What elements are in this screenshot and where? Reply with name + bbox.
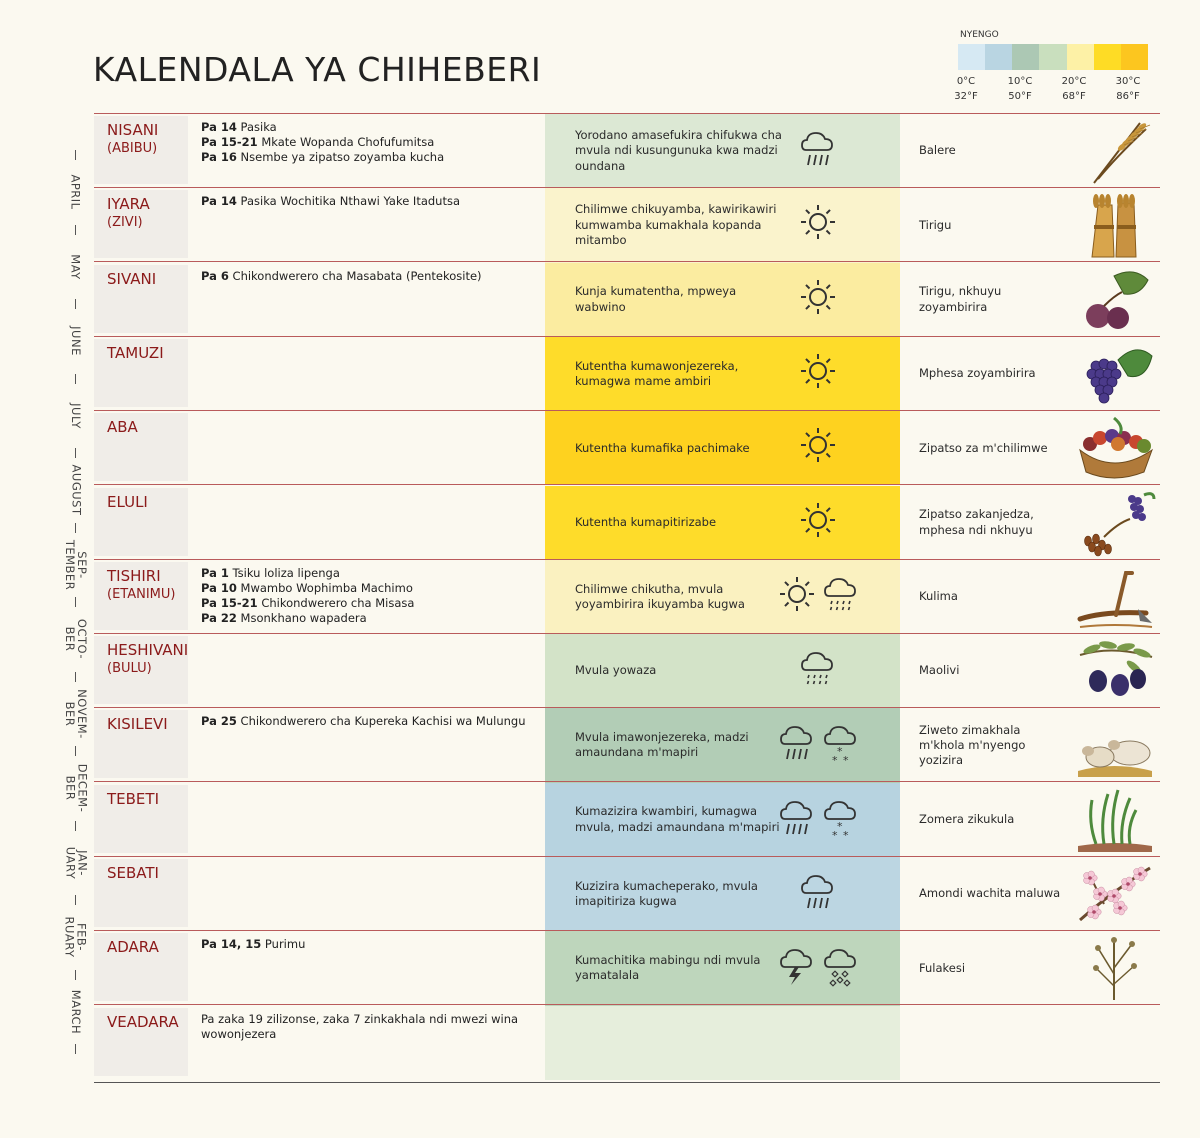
legend-swatch [1012, 44, 1039, 70]
legend-swatch [1067, 44, 1094, 70]
side-month-label [58, 831, 94, 896]
side-month-text: DECEM- BER [63, 764, 89, 813]
legend-swatch [958, 44, 985, 70]
gregorian-month-strip [58, 150, 94, 1050]
sun-icon [798, 500, 838, 546]
festival-events [201, 120, 541, 166]
festival-events [201, 269, 541, 284]
weather-description: Kutentha kumawonjezereka, kumagwa mame ambiri [575, 358, 739, 388]
weather-icons [798, 128, 838, 174]
page-title: KALENDALA YA CHIHEBERI [93, 50, 542, 89]
hebrew-month-name: SEBATI [107, 864, 159, 882]
hebrew-month-alt-name: (ZIVI) [107, 215, 143, 231]
figs-icon [1074, 266, 1156, 334]
side-month-text: SEP- TEMBER [63, 539, 90, 590]
side-month-tick [75, 225, 76, 235]
event-text: Pa zaka 19 zilizonse, zaka 7 zinkakhala ndi mwezi wina wowonjezera [201, 1011, 519, 1041]
calendar-row [94, 931, 1160, 1005]
hebrew-month-cell [94, 710, 188, 778]
legend-swatch [985, 44, 1012, 70]
crop-activity: Fulakesi [919, 960, 966, 975]
crop-activity: Mphesa zoyambirira [919, 366, 1036, 381]
svg-text:*: * [843, 754, 849, 765]
calendar-row [94, 783, 1160, 857]
svg-text:*: * [837, 745, 843, 759]
weather-description: Kutentha kumapitirizabe [575, 514, 717, 529]
hebrew-month-cell [94, 413, 188, 481]
weather-description: Kumachitika mabingu ndi mvula yamatalala [575, 953, 761, 983]
event-line [201, 596, 541, 611]
weather-description: Yorodano amasefukira chifukwa cha mvula ndi kusungunuka kwa madzi oundana [575, 128, 782, 173]
sun-icon [798, 277, 838, 323]
event-text: Mkate Wopanda Chofufumitsa [261, 135, 435, 150]
hebrew-month-alt-name: (ABIBU) [107, 141, 158, 156]
calendar-row [94, 411, 1160, 485]
hebrew-month-name: ABA [107, 418, 138, 437]
event-line [201, 937, 541, 952]
festival-events [201, 937, 541, 952]
rain-cloud-icon [798, 871, 838, 917]
festival-events [201, 566, 541, 627]
side-month-text: FEB- RUARY [63, 916, 89, 958]
weather-icons [798, 648, 838, 694]
hebrew-month-cell [94, 339, 188, 407]
weather-icons [798, 871, 838, 917]
event-text: Chikondwerero cha Misasa [261, 596, 415, 611]
side-month-label [58, 533, 94, 598]
legend-tick-fahrenheit: 68°F [1062, 91, 1086, 102]
side-month-tick [75, 746, 76, 756]
event-day: Pa 15-21 [201, 135, 258, 150]
crop-activity: Kulima [919, 589, 958, 604]
legend-tick-celsius: 20°C [1061, 76, 1087, 87]
hebrew-month-name: KISILEVI [107, 715, 168, 734]
weather-icons [798, 425, 838, 471]
legend-tick-celsius: 10°C [1007, 76, 1033, 87]
calendar-row [94, 1006, 1160, 1080]
weather-description: Chilimwe chikutha, mvula yoyambirira ikuyamba kugwa [575, 581, 745, 611]
legend-title: NYENGO [960, 30, 999, 40]
legend-tick [946, 74, 986, 104]
side-month-tick [75, 672, 76, 682]
legend-color-bar [958, 44, 1148, 70]
event-day: Pa 25 [201, 714, 237, 729]
dates-grapes-icon [1074, 489, 1156, 557]
event-line [201, 566, 541, 581]
event-text: Chikondwerero cha Masabata (Pentekosite) [232, 268, 482, 283]
almond-blossom-icon [1074, 860, 1156, 928]
table-bottom-divider [94, 1082, 1160, 1083]
side-month-label [58, 458, 94, 523]
legend-tick-celsius: 30°C [1115, 76, 1141, 87]
temperature-legend [954, 30, 1148, 104]
weather-icons [798, 500, 838, 546]
hebrew-month-name: TAMUZI [107, 343, 164, 362]
side-month-text: OCTO- BER [63, 619, 90, 660]
weather-cell [545, 1006, 900, 1080]
event-text: Msonkhano wapadera [240, 611, 367, 626]
hebrew-month-cell [94, 562, 188, 630]
sun-icon [798, 425, 838, 471]
hail-cloud-icon [821, 945, 861, 991]
legend-tick [1000, 74, 1040, 104]
legend-tick-fahrenheit: 32°F [954, 91, 978, 102]
event-line [201, 1012, 541, 1042]
flax-icon [1074, 934, 1156, 1002]
side-month-label [58, 607, 94, 672]
fruit-basket-icon [1074, 414, 1156, 482]
crop-activity: Maolivi [919, 663, 960, 678]
side-month-label [58, 756, 94, 821]
plow-icon [1074, 563, 1156, 631]
event-day: Pa 1 [201, 565, 229, 580]
barley-icon [1074, 117, 1156, 185]
hebrew-month-cell [94, 265, 188, 333]
hebrew-month-cell [94, 933, 188, 1001]
hebrew-month-name: VEADARA [107, 1012, 179, 1031]
legend-tick [1108, 74, 1148, 104]
svg-text:*: * [837, 819, 843, 833]
side-month-tick [75, 150, 76, 160]
legend-swatch [1039, 44, 1066, 70]
side-month-tick [75, 821, 76, 831]
side-month-label [58, 980, 94, 1045]
crop-activity: Tirigu, nkhuyu zoyambirira [919, 284, 1002, 314]
side-month-label [58, 309, 94, 374]
calendar-row [94, 708, 1160, 782]
hebrew-month-name: ELULI [107, 492, 148, 511]
crop-activity: Zipatso za m'chilimwe [919, 440, 1048, 455]
sheep-icon [1074, 711, 1156, 779]
svg-text:*: * [843, 828, 849, 839]
hebrew-month-alt-name: (BULU) [107, 661, 152, 677]
side-month-text: JAN- UARY [62, 846, 89, 880]
festival-events [201, 714, 541, 729]
side-month-text: NOVEM- BER [63, 688, 90, 739]
side-month-tick [75, 374, 76, 384]
hebrew-month-name: IYARA [107, 195, 150, 214]
event-line [201, 135, 541, 150]
weather-icons [777, 797, 861, 843]
legend-tick [1054, 74, 1094, 104]
weather-icons [798, 277, 838, 323]
event-line [201, 194, 541, 209]
side-month-text: APRIL [69, 174, 83, 210]
event-day: Pa 16 [201, 150, 237, 165]
side-month-text: AUGUST [69, 464, 83, 516]
crop-activity: Tirigu [919, 217, 952, 232]
weather-description: Kuzizira kumacheperako, mvula imapitiriza kugwa [575, 878, 758, 908]
event-text: Pasika [240, 120, 277, 134]
weather-description: Chilimwe chikuyamba, kawirikawiri kumwamba kumakhala kopanda mitambo [575, 202, 777, 247]
weather-icons [798, 351, 838, 397]
event-line [201, 120, 541, 135]
weather-description: Kunja kumatentha, mpweya wabwino [575, 284, 737, 314]
weather-description: Mvula yowaza [575, 663, 657, 678]
hebrew-month-cell [94, 116, 188, 184]
event-line [201, 714, 541, 729]
side-month-tick [75, 448, 76, 458]
weather-description: Kumazizira kwambiri, kumagwa mvula, madzi amaundana m'mapiri [575, 804, 780, 834]
snow-cloud-icon [821, 797, 861, 843]
event-day: Pa 10 [201, 581, 237, 595]
event-text: Nsembe ya zipatso zoyamba kucha [240, 150, 445, 165]
event-line [201, 269, 541, 284]
grapes-icon [1074, 340, 1156, 408]
side-month-text: MARCH [69, 989, 84, 1034]
event-text: Pasika Wochitika Nthawi Yake Itadutsa [240, 194, 461, 209]
hebrew-month-name: TISHIRI [107, 566, 161, 585]
festival-events [201, 1012, 541, 1042]
event-text: Purimu [264, 937, 306, 952]
weather-icons [777, 722, 861, 768]
event-line [201, 150, 541, 165]
event-text: Tsiku loliza lipenga [232, 565, 340, 580]
side-month-label [58, 235, 94, 300]
crop-activity: Zipatso zakanjedza, mphesa ndi nkhuyu [919, 507, 1034, 537]
hebrew-month-cell [94, 190, 188, 258]
calendar-row [94, 486, 1160, 560]
hebrew-month-name: TEBETI [107, 789, 159, 808]
festival-events [201, 194, 541, 209]
event-line [201, 581, 541, 596]
crop-activity: Amondi wachita maluwa [919, 886, 1061, 901]
event-line [201, 611, 541, 626]
drizzle-cloud-icon [821, 574, 861, 620]
hebrew-month-alt-name: (ETANIMU) [107, 586, 176, 602]
calendar-row [94, 188, 1160, 262]
hebrew-month-cell [94, 859, 188, 927]
storm-cloud-icon [777, 945, 817, 991]
rain-cloud-icon [777, 797, 817, 843]
calendar-row [94, 857, 1160, 931]
hebrew-month-cell [94, 488, 188, 556]
crop-activity: Ziweto zimakhala m'khola m'nyengo yozizira [919, 722, 1026, 767]
svg-text:*: * [832, 754, 838, 765]
side-month-text: JUNE [69, 326, 83, 357]
calendar-row [94, 263, 1160, 337]
crop-activity: Balere [919, 143, 956, 158]
legend-tick-celsius: 0°C [956, 76, 976, 87]
event-day: Pa 14 [201, 194, 237, 209]
hebrew-month-name: NISANI [107, 121, 159, 139]
event-text: Mwambo Wophimba Machimo [240, 581, 413, 595]
calendar-row [94, 634, 1160, 708]
side-month-label [58, 905, 94, 970]
side-month-tick [75, 597, 76, 607]
legend-tick-fahrenheit: 50°F [1008, 91, 1032, 102]
event-day: Pa 6 [201, 268, 229, 283]
wheat-sheaf-icon [1074, 191, 1156, 259]
hebrew-month-cell [94, 1008, 188, 1076]
side-month-text: JULY [69, 402, 83, 429]
weather-icons [798, 202, 838, 248]
hebrew-month-name: HESHIVANI [107, 641, 189, 660]
sun-icon [777, 574, 817, 620]
side-month-text: MAY [68, 254, 83, 280]
event-day: Pa 14 [201, 120, 237, 134]
side-month-tick [75, 523, 76, 533]
side-month-label [58, 384, 94, 449]
event-day: Pa 22 [201, 611, 237, 626]
side-month-label [58, 682, 94, 747]
crop-activity: Zomera zikukula [919, 812, 1015, 827]
legend-swatch [1121, 44, 1148, 70]
sun-icon [798, 351, 838, 397]
sun-icon [798, 202, 838, 248]
side-month-tick [75, 299, 76, 309]
legend-swatch [1094, 44, 1121, 70]
event-day: Pa 14, 15 [201, 937, 262, 952]
rain-cloud-icon [798, 128, 838, 174]
olives-icon [1074, 637, 1156, 705]
hebrew-month-name: SIVANI [107, 269, 157, 288]
legend-tick-fahrenheit: 86°F [1116, 91, 1140, 102]
drizzle-cloud-icon [798, 648, 838, 694]
svg-text:*: * [832, 828, 838, 839]
calendar-row [94, 337, 1160, 411]
calendar-row [94, 114, 1160, 188]
event-text: Chikondwerero cha Kupereka Kachisi wa Mulungu [240, 714, 526, 729]
side-month-tick [75, 1044, 76, 1054]
rain-cloud-icon [777, 722, 817, 768]
legend-ticks [954, 74, 1148, 104]
weather-description: Kutentha kumafika pachimake [575, 440, 750, 455]
snow-cloud-icon [821, 722, 861, 768]
calendar-row [94, 560, 1160, 634]
side-month-label [58, 160, 94, 225]
side-month-tick [75, 895, 76, 905]
sprouts-icon [1074, 786, 1156, 854]
weather-description: Mvula imawonjezereka, madzi amaundana m'mapiri [575, 730, 749, 760]
weather-icons [777, 945, 861, 991]
hebrew-month-cell [94, 785, 188, 853]
hebrew-month-cell [94, 636, 188, 704]
hebrew-month-name: ADARA [107, 938, 159, 957]
event-day: Pa 15-21 [201, 596, 258, 611]
weather-icons [777, 574, 861, 620]
side-month-tick [75, 970, 76, 980]
